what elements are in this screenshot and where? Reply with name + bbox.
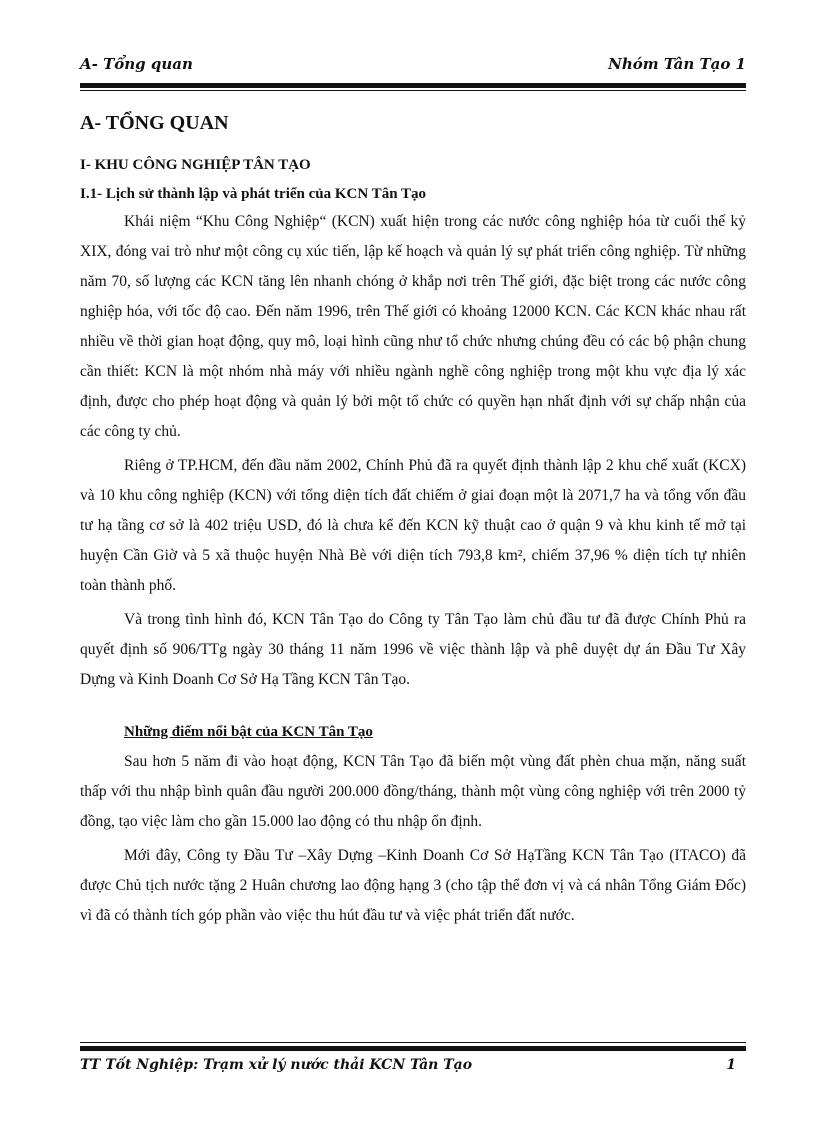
page-footer bbox=[80, 1057, 746, 1079]
highlights-heading: Những điểm nổi bật của KCN Tân Tạo bbox=[124, 724, 373, 740]
page-header bbox=[80, 55, 746, 79]
paragraph: Khái niệm “Khu Công Nghiệp“ (KCN) xuất hiện trong các nước công nghiệp hóa từ cuối thế kỷ XIX, đóng vai trò như một công cụ xúc tiến, lập kế hoạch và quản lý sự phát triển công nghiệp. Từ những năm 70, số lượng các KCN tăng lên nhanh chóng ở khắp nơi trên Thế giới, đặc biệt trong các nước công nghiệp hóa, với tốc độ cao. Đến năm 1996, trên Thế giới có khoảng 12000 KCN. Các KCN khác nhau rất nhiều về thời gian hoạt động, quy mô, loại hình cũng như tổ chức nhưng chúng đều có các bộ phận chung cần thiết: KCN là một nhóm nhà máy với nhiều ngành nghề công nghiệp trong một khu vực địa lý xác định, được cho phép hoạt động và quản lý bởi một tổ chức có quyền hạn nhất định với sự chấp nhận của các công ty chủ. bbox=[80, 213, 746, 440]
footer-rule bbox=[80, 1046, 746, 1051]
section-heading: I- KHU CÔNG NGHIỆP TÂN TẠO bbox=[80, 157, 311, 173]
header-right: Nhóm Tân Tạo 1 bbox=[608, 55, 746, 73]
header-rule-thin bbox=[80, 90, 746, 91]
subsection-heading: I.1- Lịch sử thành lập và phát triển của KCN Tân Tạo bbox=[80, 186, 427, 202]
footer-left: TT Tốt Nghiệp: Trạm xử lý nước thải KCN Tân Tạo bbox=[80, 1057, 473, 1073]
footer-rule-thin bbox=[80, 1042, 746, 1043]
paragraph: Mới đây, Công ty Đầu Tư –Xây Dựng –Kinh Doanh Cơ Sở HạTầng KCN Tân Tạo (ITACO) đã được Chủ tịch nước tặng 2 Huân chương lao động hạng 3 (cho tập thể đơn vị và cá nhân Tổng Giám Đốc) vì đã có thành tích góp phần vào việc thu hút đầu tư và việc phát triển đất nước. bbox=[80, 847, 746, 924]
header-rule bbox=[80, 83, 746, 88]
paragraph: Riêng ở TP.HCM, đến đầu năm 2002, Chính Phủ đã ra quyết định thành lập 2 khu chế xuất (KCX) và 10 khu công nghiệp (KCN) với tổng diện tích đất chiếm ở giai đoạn một là 2071,7 ha và tổng vốn đầu tư hạ tầng cơ sở là 402 triệu USD, đó là chưa kể đến KCN kỹ thuật cao ở quận 9 và khu kinh tế mở tại huyện Cần Giờ và 5 xã thuộc huyện Nhà Bè với diện tích 793,8 km², chiếm 37,96 % diện tích tự nhiên toàn thành phố. bbox=[80, 457, 746, 594]
header-left: A- Tổng quan bbox=[80, 55, 193, 73]
paragraph: Sau hơn 5 năm đi vào hoạt động, KCN Tân Tạo đã biến một vùng đất phèn chua mặn, năng suất thấp với thu nhập bình quân đầu người 200.000 đồng/tháng, thành một vùng công nghiệp với trên 2000 tỷ đồng, tạo việc làm cho gần 15.000 lao động có thu nhập ổn định. bbox=[80, 753, 746, 830]
page-title: A- TỔNG QUAN bbox=[80, 112, 229, 134]
page-number: 1 bbox=[726, 1057, 736, 1073]
page-content bbox=[80, 112, 746, 935]
paragraph: Và trong tình hình đó, KCN Tân Tạo do Công ty Tân Tạo làm chủ đầu tư đã được Chính Phủ ra quyết định số 906/TTg ngày 30 tháng 11 năm 1996 về việc thành lập và phê duyệt dự án Đầu Tư Xây Dựng và Kinh Doanh Cơ Sở Hạ Tầng KCN Tân Tạo. bbox=[80, 611, 746, 688]
